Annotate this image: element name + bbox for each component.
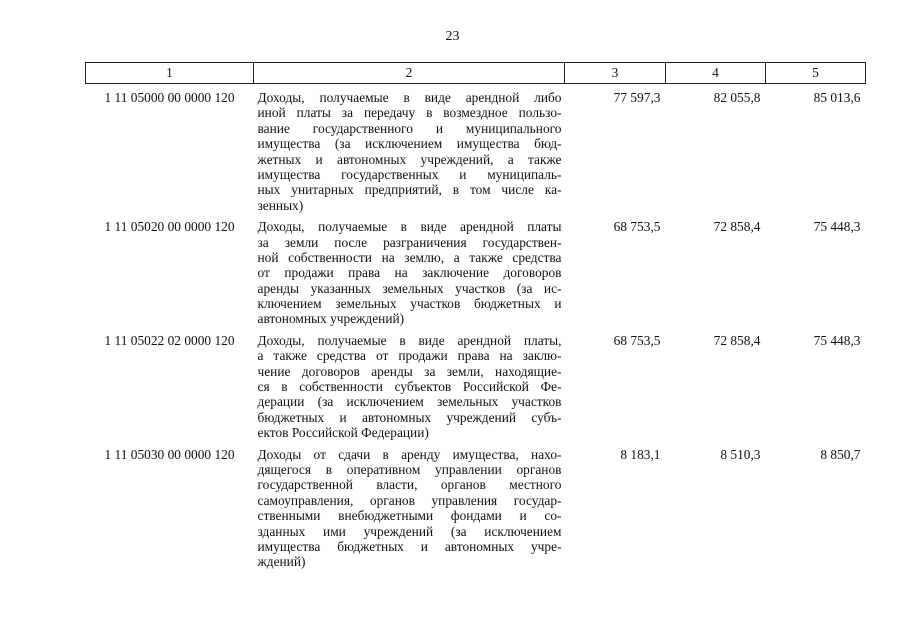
revenue-code: 1 11 05020 00 0000 120	[104, 219, 235, 235]
page-number: 23	[445, 29, 460, 44]
header-col-1: 1	[86, 63, 254, 84]
revenue-table	[85, 62, 866, 570]
description-line: самоуправления, органов управления государ-	[257, 492, 562, 508]
description-line: ся в собственности субъектов Российской Фе-	[257, 379, 562, 395]
value-col-4: 72 858,4	[713, 219, 761, 235]
value-col-4: 8 510,3	[720, 446, 761, 462]
header-col-5: 5	[766, 63, 866, 84]
description-line: ных унитарных предприятий, в том числе ка-	[257, 182, 562, 198]
description-line: имущества государственных и муниципаль-	[257, 166, 562, 182]
header-col-2: 2	[254, 63, 565, 84]
value-col-5: 8 850,7	[820, 446, 861, 462]
revenue-code: 1 11 05030 00 0000 120	[104, 446, 235, 462]
description-line: от продажи права на заключение договоров	[257, 265, 562, 281]
table-row	[86, 327, 866, 441]
description-line: Доходы, получаемые в виде арендной платы	[257, 219, 562, 235]
description-line: имущества (за исключением имущества бюд-	[257, 136, 562, 152]
description-line: Доходы, получаемые в виде арендной либо	[257, 90, 562, 105]
header-col-4: 4	[666, 63, 766, 84]
table-row	[86, 441, 866, 570]
value-col-5: 75 448,3	[813, 332, 861, 348]
description-line: аренды указанных земельных участков (за ис-	[257, 280, 562, 296]
description-line: а также средства от продажи права на заклю-	[257, 348, 562, 364]
value-col-3: 8 183,1	[620, 446, 661, 462]
description-line: жетных и автономных учреждений, а также	[257, 151, 562, 167]
description-line: ной собственности на землю, а также средства	[257, 249, 562, 265]
value-col-5: 85 013,6	[813, 90, 861, 105]
value-col-4: 82 055,8	[713, 90, 761, 105]
value-col-3: 77 597,3	[613, 90, 661, 105]
description-line: зданных ими учреждений (за исключением	[257, 523, 562, 539]
revenue-description	[254, 441, 565, 570]
value-col-3: 68 753,5	[613, 332, 661, 348]
description-line: дящегося в оперативном управлении органов	[257, 461, 562, 477]
description-line: имущества бюджетных и автономных учре-	[257, 538, 562, 554]
description-line: иной платы за передачу в возмездное пользо-	[257, 105, 562, 121]
revenue-code: 1 11 05000 00 0000 120	[104, 90, 235, 105]
table-row	[86, 84, 866, 214]
description-line: государственной власти, органов местного	[257, 477, 562, 493]
value-col-5: 75 448,3	[813, 219, 861, 235]
table-header-row	[86, 63, 866, 84]
description-line: бюджетных и автономных учреждений субъ-	[257, 409, 562, 425]
description-line: ственными внебюджетными фондами и со-	[257, 508, 562, 524]
revenue-description	[254, 84, 565, 214]
table-row	[86, 213, 866, 327]
description-line: дерации (за исключением земельных участков	[257, 394, 562, 410]
description-line: автономных учреждений)	[257, 311, 405, 327]
description-line: чение договоров аренды за земли, находящие-	[257, 363, 562, 379]
description-line: за земли после разграничения государствен-	[257, 234, 562, 250]
description-line: ждений)	[257, 554, 306, 570]
description-line: зенных)	[257, 197, 304, 213]
description-line: Доходы, получаемые в виде арендной платы,	[257, 332, 562, 348]
description-line: вание государственного и муниципального	[257, 120, 562, 136]
value-col-4: 72 858,4	[713, 332, 761, 348]
revenue-description	[254, 327, 565, 441]
revenue-code: 1 11 05022 02 0000 120	[104, 332, 235, 348]
description-line: ключением земельных участков бюджетных и	[257, 296, 562, 312]
description-line: ектов Российской Федерации)	[257, 425, 429, 441]
description-line: Доходы от сдачи в аренду имущества, нахо-	[257, 446, 562, 462]
header-col-3: 3	[565, 63, 666, 84]
revenue-description	[254, 213, 565, 327]
value-col-3: 68 753,5	[613, 219, 661, 235]
